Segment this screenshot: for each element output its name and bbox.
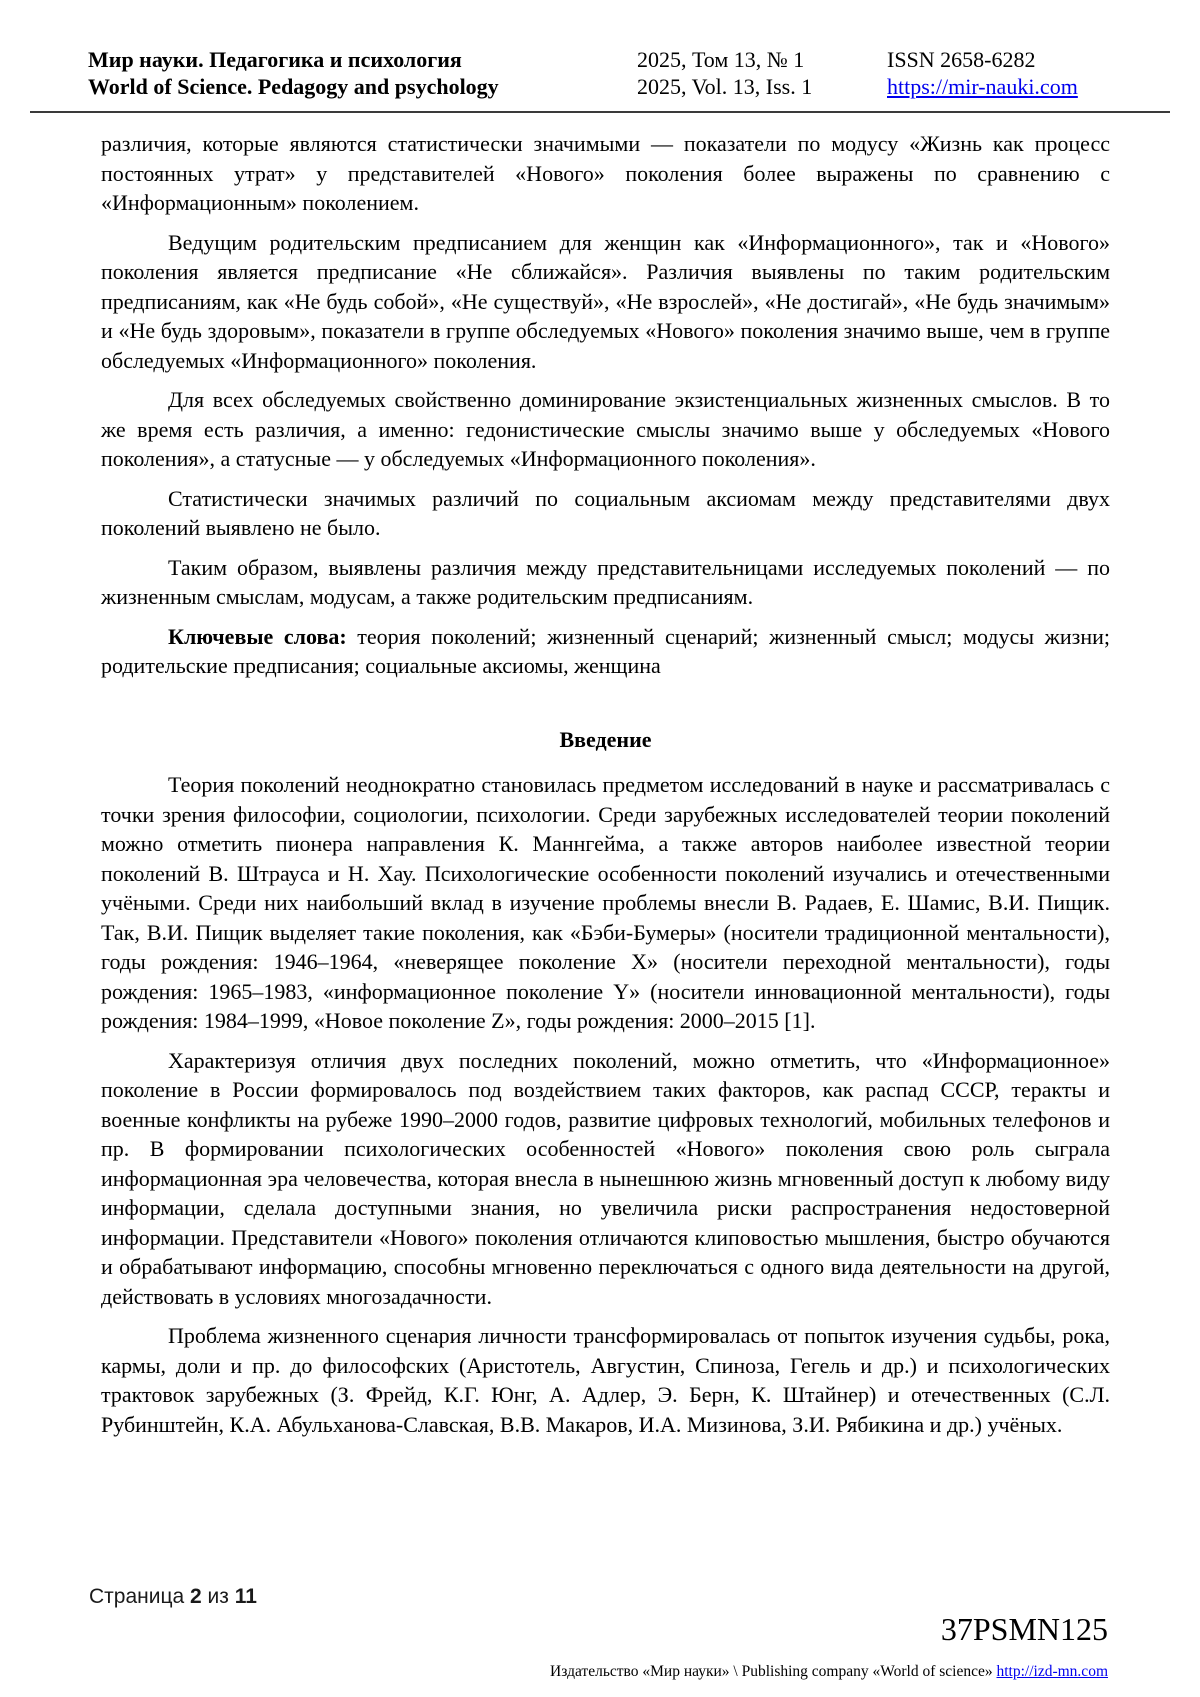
page-number-of: из — [201, 1585, 235, 1608]
abstract-paragraph: Для всех обследуемых свойственно доминирование экзистенциальных жизненных смыслов. В то же время есть различия, а именно: гедонистические смыслы значимо выше у обследуемых «Нового поколения», а статусные — у обследуемых «Информационного поколения». — [101, 387, 1110, 471]
keywords-paragraph — [101, 622, 1110, 681]
page-number-label: Страница — [89, 1585, 191, 1608]
article-body — [101, 129, 1110, 1449]
issn-number: ISSN 2658-6282 — [887, 47, 1036, 72]
issue-en: 2025, Vol. 13, Iss. 1 — [637, 74, 813, 99]
journal-header — [88, 46, 1112, 100]
journal-titles — [88, 46, 637, 100]
publisher-website-link[interactable]: http://izd-mn.com — [996, 1663, 1108, 1680]
publisher-text: Издательство «Мир науки» \ Publishing company «World of science» — [550, 1663, 997, 1680]
abstract-paragraph: различия, которые являются статистически значимыми — показатели по модусу «Жизнь как процесс постоянных утрат» у представителей «Нового» поколения более выражены по сравнению с «Информационным» поколением. — [101, 131, 1110, 215]
section-heading-introduction: Введение — [559, 726, 652, 752]
article-id: 37PSMN125 — [940, 1611, 1108, 1647]
keywords-label: Ключевые слова: — [168, 623, 347, 649]
issue-info — [637, 46, 887, 100]
header-divider — [30, 111, 1170, 113]
publisher-line — [550, 1662, 1108, 1681]
journal-website-link[interactable]: https://mir-nauki.com — [887, 74, 1078, 99]
issue-ru: 2025, Том 13, № 1 — [637, 47, 805, 72]
intro-paragraph: Проблема жизненного сценария личности трансформировалась от попыток изучения судьбы, рока, кармы, доли и пр. до философских (Аристотель, Августин, Спиноза, Гегель и др.) и психологических трактовок зарубежных (З. Фрейд, К.Г. Юнг, А. Адлер, Э. Берн, К. Штайнер) и отечественных (С.Л. Рубинштейн, К.А. Абульханова-Славская, В.В. Макаров, И.А. Мизинова, З.И. Рябикина и др.) учёных. — [101, 1323, 1110, 1437]
abstract-paragraph: Таким образом, выявлены различия между представительницами исследуемых поколений — по жизненным смыслам, модусам, а также родительским предписаниям. — [101, 554, 1110, 609]
page-number — [89, 1584, 257, 1610]
issn-block — [887, 46, 1112, 100]
journal-title-ru: Мир науки. Педагогика и психология — [88, 47, 462, 72]
intro-paragraph: Характеризуя отличия двух последних поколений, можно отметить, что «Информационное» поколение в России формировалось под воздействием таких факторов, как распад СССР, теракты и военные конфликты на рубеже 1990–2000 годов, развитие цифровых технологий, мобильных телефонов и пр. В формировании психологических особенностей «Нового» поколения свою роль сыграла информационная эра человечества, которая внесла в нынешнюю жизнь мгновенный доступ к любому виду информации, сделала доступными знания, но увеличила риски распространения недостоверной информации. Представители «Нового» поколения отличаются клиповостью мышления, быстро обучаются и обрабатывают информацию, способны мгновенно переключаться с одного вида деятельности на другой, действовать в условиях многозадачности. — [101, 1047, 1110, 1309]
abstract-paragraph: Ведущим родительским предписанием для женщин как «Информационного», так и «Нового» поколения является предписание «Не сближайся». Различия выявлены по таким родительским предписаниям, как «Не будь собой», «Не существуй», «Не взрослей», «Не достигай», «Не будь значимым» и «Не будь здоровым», показатели в группе обследуемых «Нового» поколения значимо выше, чем в группе обследуемых «Информационного» поколения. — [101, 229, 1110, 373]
keywords-text: теория поколений; жизненный сценарий; жизненный смысл; модусы жизни; родительские предписания; социальные аксиомы, женщина — [101, 623, 1110, 678]
journal-title-en: World of Science. Pedagogy and psychology — [88, 74, 499, 99]
page-number-total: 11 — [234, 1585, 257, 1608]
abstract-paragraph: Статистически значимых различий по социальным аксиомам между представителями двух поколений выявлено не было. — [101, 485, 1110, 540]
page-number-current: 2 — [190, 1585, 202, 1608]
intro-paragraph: Теория поколений неоднократно становилась предметом исследований в науке и рассматривалась с точки зрения философии, социологии, психологии. Среди зарубежных исследователей теории поколений можно отметить пионера направления К. Маннгейма, а также авторов наиболее известной теории поколений В. Штрауса и Н. Хау. Психологические особенности поколений изучались и отечественными учёными. Среди них наибольший вклад в изучение проблемы внесли В. Радаев, Е. Шамис, В.И. Пищик. Так, В.И. Пищик выделяет такие поколения, как «Бэби-Бумеры» (носители традиционной ментальности), годы рождения: 1946–1964, «неверящее поколение X» (носители переходной ментальности), годы рождения: 1965–1983, «информационное поколение Y» (носители инновационной ментальности), годы рождения: 1984–1999, «Новое поколение Z», годы рождения: 2000–2015 [1]. — [101, 772, 1110, 1033]
